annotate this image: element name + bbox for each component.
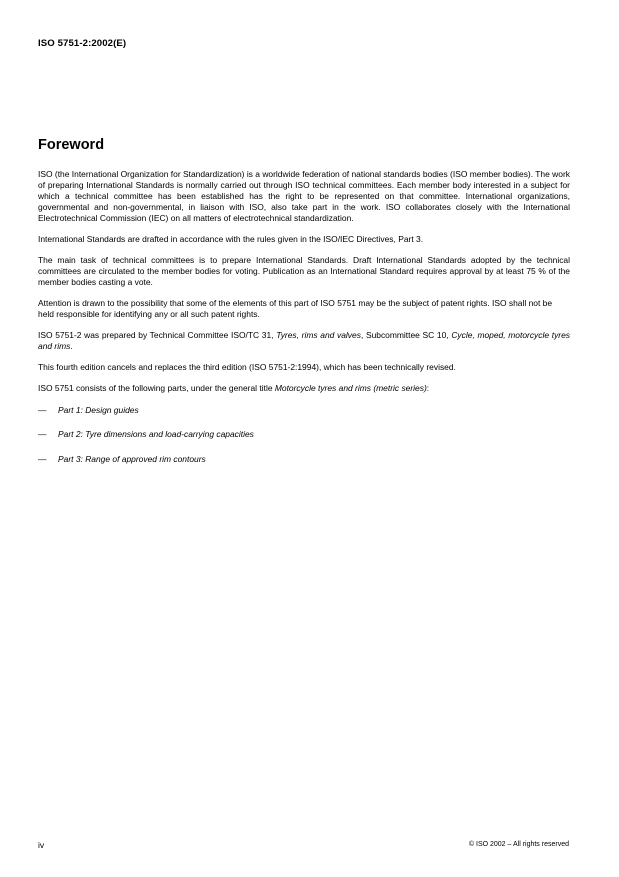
paragraph-iso-overview: ISO (the International Organization for Standardization) is a worldwide federation of national standards bodies (ISO member bodies). The work of preparing International Standards is normally carried out through ISO technical committees. Each member body interested in a subject for which a technical committee has been established has the right to be represented on that committee. International organizations, governmental and non-governmental, in liaison with ISO, also take part in the work. ISO collaborates closely with the International Electrotechnical Commission (IEC) on all matters of electrotechnical standardization. [38,169,570,223]
list-item [38,405,570,416]
paragraph-patent-rights: Attention is drawn to the possibility that some of the elements of this part of ISO 5751 may be the subject of patent rights. ISO shall not be held responsible for identifying any or all such patent rights. [38,298,553,319]
list-item [38,429,570,440]
document-identifier: ISO 5751-2:2002(E) [38,38,127,49]
prepared-by-mid: , Subcommittee SC 10, [360,330,452,341]
page-number: iv [38,840,45,850]
parts-intro-end: : [426,383,430,394]
list-item-text: Part 2: Tyre dimensions and load-carrying capacities [58,429,254,440]
prepared-by-text: ISO 5751-2 was prepared by Technical Committee ISO/TC 31, [38,330,277,341]
paragraph-parts-intro [38,383,570,394]
general-title: Motorcycle tyres and rims (metric series) [274,383,427,394]
list-item-text: Part 1: Design guides [58,404,139,415]
list-item [38,454,570,465]
page-title: Foreword [38,137,105,153]
committee-name: Tyres, rims and valves [276,330,361,341]
paragraph-technical-committees: The main task of technical committees is to prepare International Standards. Draft International Standards adopted by the technical committees are circulated to the member bodies for voting. Publication as an International Standard requires approval by at least 75 % of the member bodies casting a vote. [38,255,570,287]
paragraph-prepared-by [38,330,570,352]
list-dash: — [38,404,47,415]
subcommittee-name: Cycle, moped, motorcycle tyres and rims [38,330,571,352]
list-item-text: Part 3: Range of approved rim contours [58,453,206,464]
parts-list [38,405,570,465]
list-dash: — [38,429,47,440]
prepared-by-end: . [70,341,73,352]
foreword-body [38,169,570,478]
paragraph-edition: This fourth edition cancels and replaces the third edition (ISO 5751-2:1994), which has been technically revised. [38,362,456,373]
copyright-notice: © ISO 2002 – All rights reserved [468,841,569,848]
parts-intro-text: ISO 5751 consists of the following parts, under the general title [38,383,275,394]
paragraph-directives: International Standards are drafted in accordance with the rules given in the ISO/IEC Directives, Part 3. [38,233,424,244]
list-dash: — [38,453,47,464]
